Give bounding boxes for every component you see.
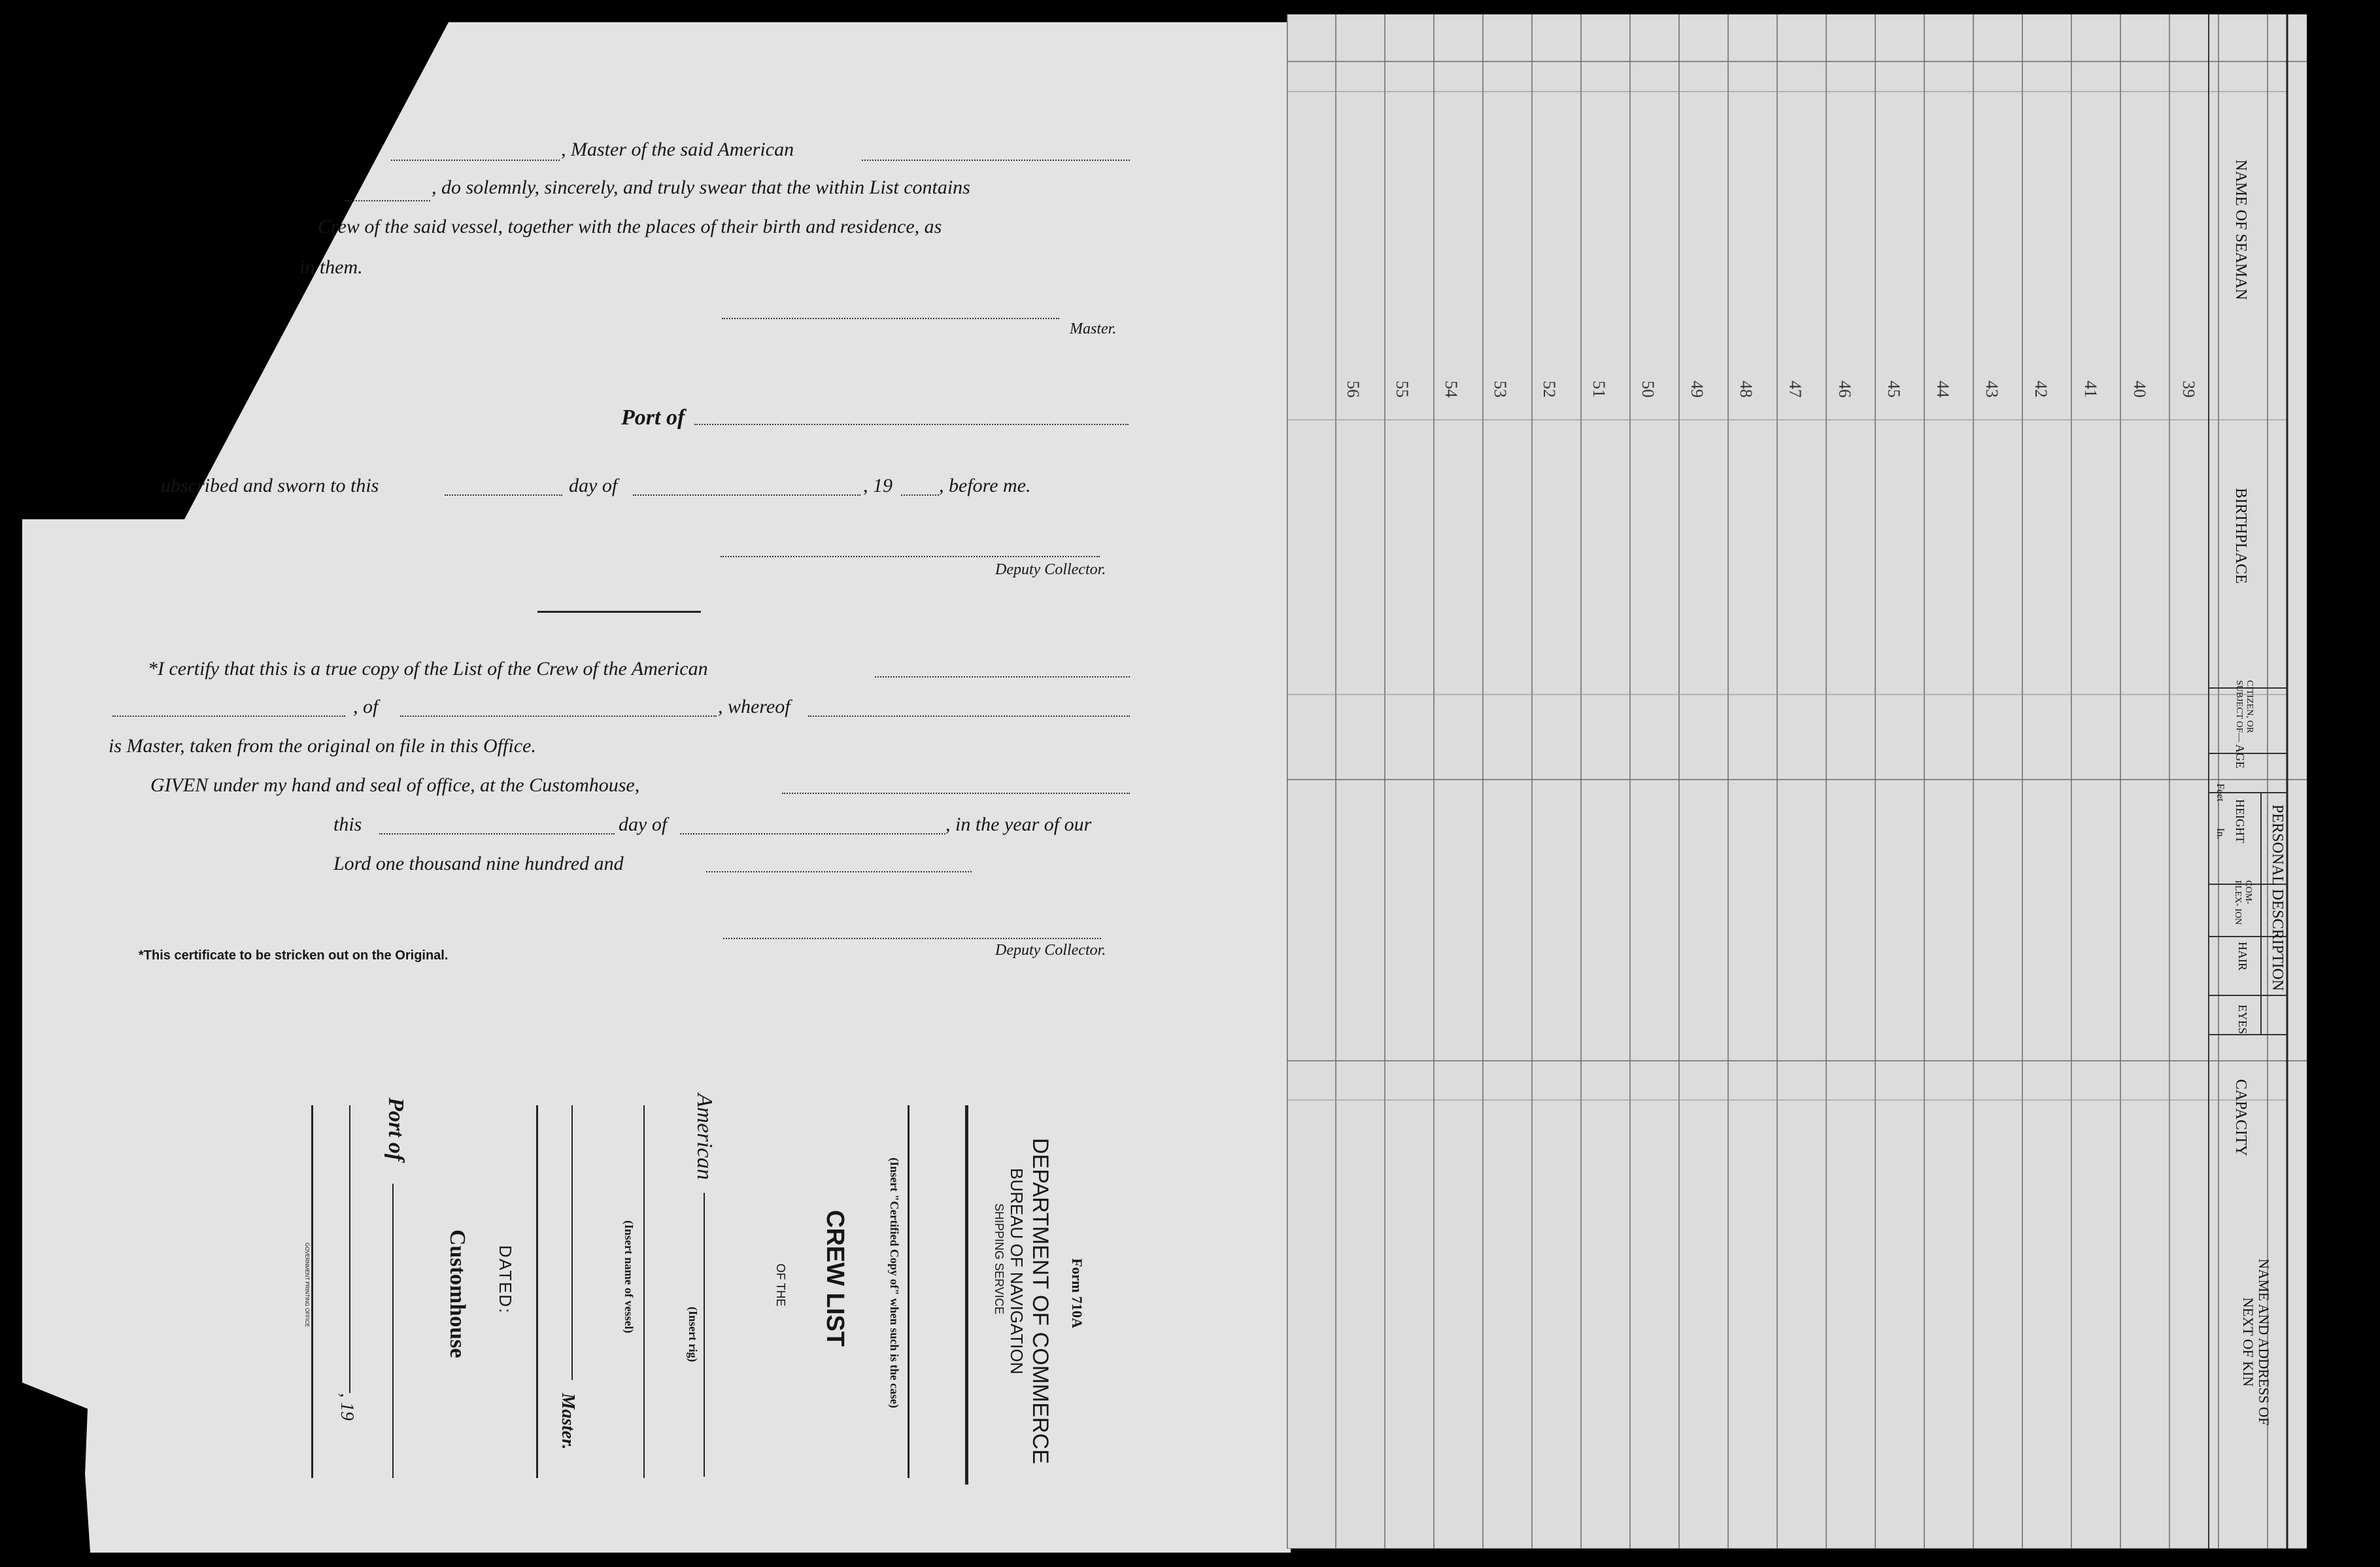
row-number: 56 bbox=[1343, 381, 1363, 398]
blank-line bbox=[379, 833, 615, 835]
certify-line-1: *I certify that this is a true copy of the List of the Crew of the American bbox=[148, 658, 708, 680]
cover-blank-line bbox=[704, 1193, 705, 1477]
header-feet: Feet bbox=[2215, 784, 2226, 802]
form-number: Form 710A bbox=[1069, 1258, 1085, 1328]
certify-year-of: , in the year of our bbox=[945, 814, 1092, 835]
collector-label: Deputy Collector. bbox=[995, 561, 1106, 578]
blank-line bbox=[808, 715, 1130, 717]
header-citizen: CITIZEN, OR SUBJECT OF— bbox=[2234, 680, 2254, 742]
collector-signature-line bbox=[723, 938, 1101, 939]
header-age: AGE bbox=[2234, 744, 2247, 768]
header-personal-description: PERSONAL DESCRIPTION bbox=[2269, 804, 2286, 991]
header-birthplace: BIRTHPLACE bbox=[2232, 488, 2249, 584]
row-number: 40 bbox=[2130, 381, 2149, 398]
section-divider bbox=[537, 611, 701, 613]
row-number: 43 bbox=[1982, 381, 2002, 398]
row-number: 41 bbox=[2081, 381, 2100, 398]
blank-line bbox=[633, 494, 860, 496]
blank-line bbox=[706, 871, 972, 872]
header-hair: HAIR bbox=[2236, 942, 2249, 971]
subscribed-year: , 19 bbox=[863, 475, 892, 496]
crew-table-grid bbox=[1287, 14, 2307, 1549]
of-the-label: OF THE bbox=[774, 1264, 787, 1307]
row-number: 52 bbox=[1540, 381, 1559, 398]
blank-line bbox=[391, 160, 560, 161]
printing-office: GOVERNMENT PRINTING OFFICE bbox=[304, 1243, 310, 1328]
subscribed-text: ubscribed and sworn to this bbox=[161, 475, 379, 496]
certify-whereof: , whereof bbox=[718, 696, 790, 717]
row-number: 42 bbox=[2032, 381, 2051, 398]
certify-line-3: is Master, taken from the original on file in this Office. bbox=[109, 735, 536, 757]
cover-rule bbox=[311, 1105, 313, 1478]
row-number: 51 bbox=[1589, 381, 1608, 398]
certify-this: this bbox=[333, 814, 362, 835]
row-number: 47 bbox=[1786, 381, 1805, 398]
certify-line-6: Lord one thousand nine hundred and bbox=[333, 853, 624, 874]
master-signature-label: Master. bbox=[1070, 320, 1117, 337]
cover-master: Master. bbox=[558, 1393, 578, 1450]
master-signature-line bbox=[722, 318, 1059, 319]
row-number: 53 bbox=[1491, 381, 1510, 398]
crew-list-title: CREW LIST bbox=[821, 1210, 849, 1347]
cover-year: , 19 bbox=[337, 1393, 357, 1421]
subscribed-end: , before me. bbox=[939, 475, 1031, 496]
cover-rule bbox=[536, 1105, 538, 1478]
blank-line bbox=[445, 494, 562, 496]
oath-line-2: , do solemnly, sincerely, and truly swear that the within List contains bbox=[432, 177, 970, 198]
blank-line bbox=[901, 494, 939, 496]
row-number: 49 bbox=[1688, 381, 1707, 398]
cover-port-label: Port of bbox=[384, 1097, 408, 1162]
cover-rule bbox=[965, 1105, 968, 1485]
blank-line bbox=[400, 715, 717, 717]
header-name-of-seaman: NAME OF SEAMAN bbox=[2232, 160, 2249, 300]
header-eyes: EYES bbox=[2236, 1005, 2249, 1034]
cover-rule bbox=[908, 1105, 910, 1478]
service-title: SHIPPING SERVICE bbox=[993, 1203, 1006, 1315]
american-label: American bbox=[692, 1093, 717, 1180]
cover-blank-line bbox=[349, 1105, 350, 1393]
blank-line bbox=[112, 715, 345, 717]
header-inches: In. bbox=[2215, 828, 2226, 840]
blank-line bbox=[782, 793, 1130, 794]
oath-line-1: , Master of the said American bbox=[561, 139, 794, 160]
collector-label: Deputy Collector. bbox=[995, 942, 1106, 959]
header-next-of-kin: NAME AND ADDRESS OF NEXT OF KIN bbox=[2240, 1258, 2272, 1426]
subscribed-dayof: day of bbox=[569, 475, 618, 496]
port-label: Port of bbox=[621, 405, 685, 430]
crew-table-sheet bbox=[1287, 14, 2307, 1549]
certificate-footnote: *This certificate to be stricken out on the Original. bbox=[139, 948, 449, 963]
cover-blank-line bbox=[571, 1105, 573, 1380]
customhouse-label: Customhouse bbox=[445, 1230, 469, 1358]
port-line bbox=[694, 424, 1129, 425]
row-number: 48 bbox=[1737, 381, 1756, 398]
row-number: 54 bbox=[1442, 381, 1461, 398]
insert-rig-note: (Insert rig) bbox=[687, 1307, 700, 1362]
certify-line-4: GIVEN under my hand and seal of office, at the Customhouse, bbox=[150, 774, 640, 796]
cover-blank-line bbox=[643, 1105, 645, 1478]
collector-signature-line bbox=[721, 556, 1100, 557]
department-title: DEPARTMENT OF COMMERCE bbox=[1028, 1138, 1053, 1464]
row-number: 55 bbox=[1392, 381, 1412, 398]
header-height: HEIGHT bbox=[2234, 799, 2247, 843]
cover-blank-line bbox=[392, 1184, 394, 1478]
blank-line bbox=[680, 833, 945, 835]
header-complexion: COM- PLEX- ION bbox=[2233, 880, 2253, 925]
certify-of: , of bbox=[353, 696, 379, 717]
insert-vessel-note: (Insert name of vessel) bbox=[622, 1220, 636, 1334]
row-number: 45 bbox=[1884, 381, 1903, 398]
header-capacity: CAPACITY bbox=[2232, 1079, 2249, 1156]
oath-line-3: Crew of the said vessel, together with the places of their birth and residence, as bbox=[318, 216, 942, 237]
row-number: 50 bbox=[1638, 381, 1658, 398]
blank-line bbox=[875, 676, 1130, 678]
blank-line bbox=[862, 160, 1130, 161]
row-number: 46 bbox=[1835, 381, 1854, 398]
oath-line-4: in them. bbox=[299, 256, 363, 278]
insert-certified-note: (Insert "Certified Copy of" when such is the case) bbox=[888, 1158, 901, 1408]
dated-label: DATED: bbox=[496, 1245, 515, 1315]
certify-dayof: day of bbox=[619, 814, 668, 835]
row-number: 39 bbox=[2179, 381, 2198, 398]
blank-line bbox=[345, 200, 430, 201]
row-number: 44 bbox=[1933, 381, 1952, 398]
bureau-title: BUREAU OF NAVIGATION bbox=[1007, 1168, 1027, 1375]
